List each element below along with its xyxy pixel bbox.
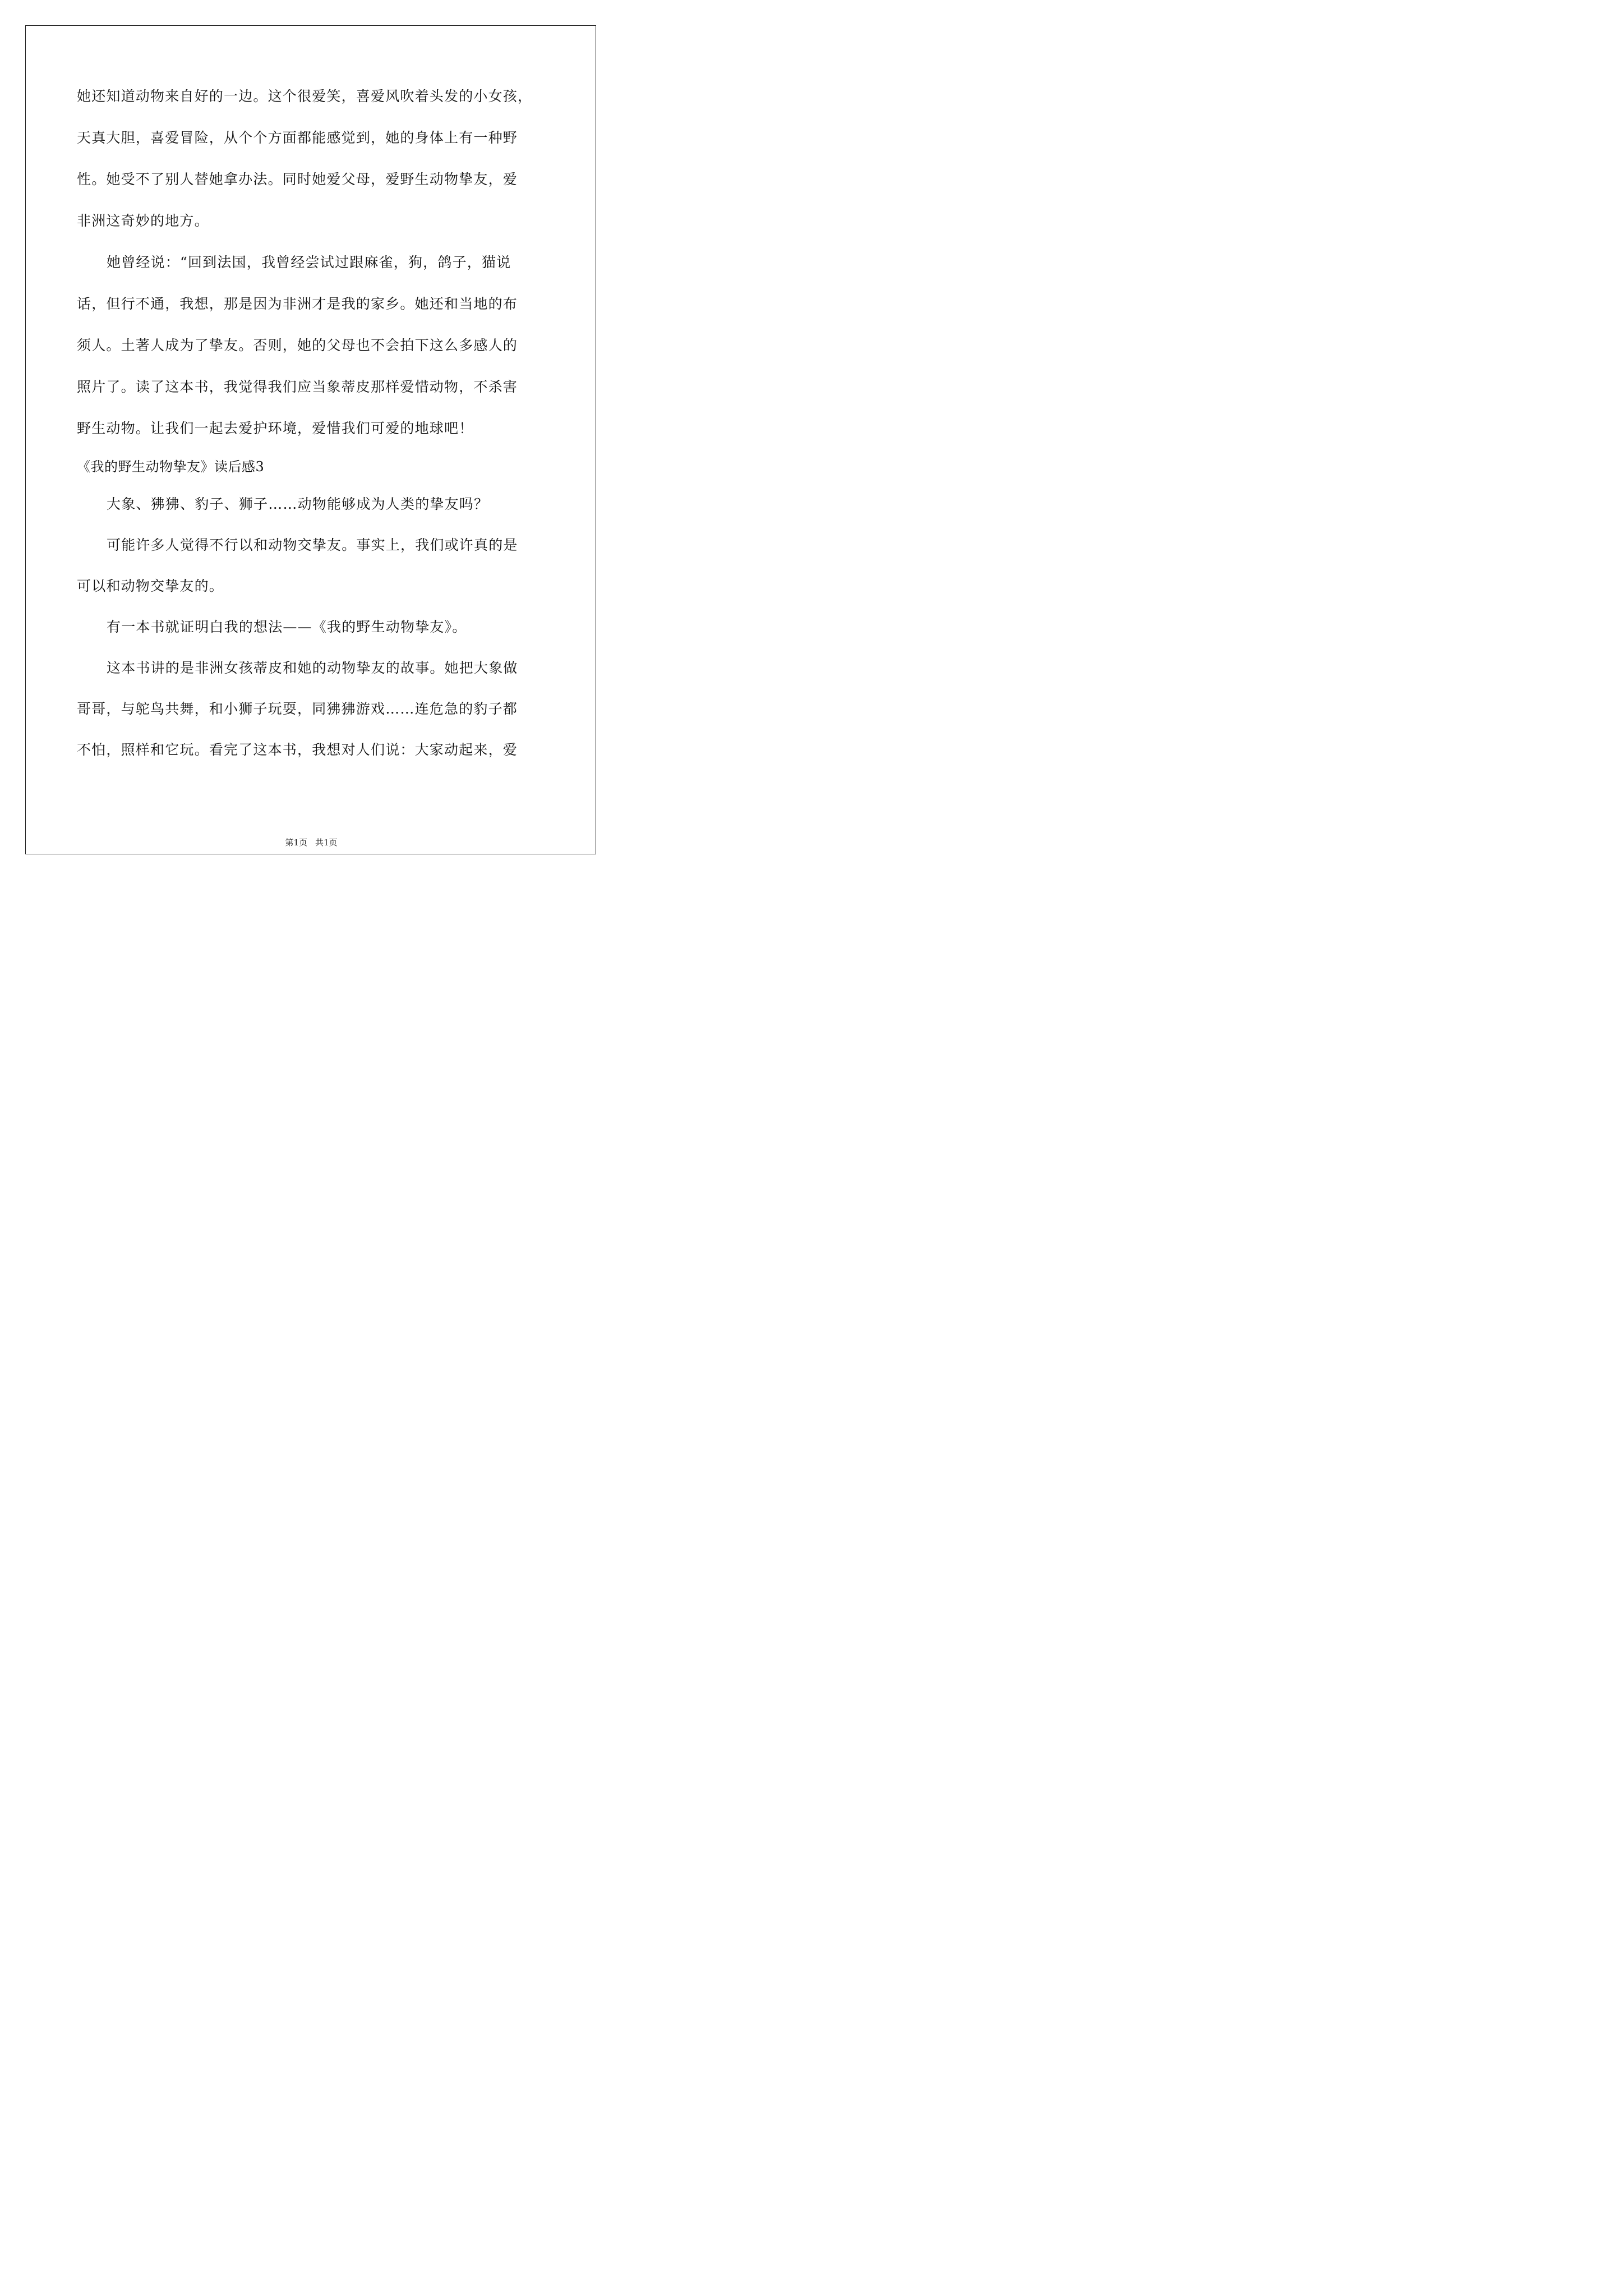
paragraph-start-line: 有一本书就证明白我的想法——《我的野生动物挚友》。 [107,619,467,635]
page-number-total: 共1页 [315,838,338,848]
paragraph-start-line: 这本书讲的是非洲女孩蒂皮和她的动物挚友的故事。她把大象做 [107,660,518,676]
body-line: 她还知道动物来自好的一边。这个很爱笑，喜爱风吹着头发的小女孩， [77,88,533,104]
body-line: 非洲这奇妙的地方。 [77,213,209,229]
body-line: 话，但行不通，我想，那是因为非洲才是我的家乡。她还和当地的布 [77,296,518,312]
body-line: 性。她受不了别人替她拿办法。同时她爱父母，爱野生动物挚友，爱 [77,171,518,187]
section-heading: 《我的野生动物挚友》读后感3 [77,459,265,475]
body-line: 不怕，照样和它玩。看完了这本书，我想对人们说：大家动起来，爱 [77,742,518,758]
body-line: 哥哥，与鸵鸟共舞，和小狮子玩耍，同狒狒游戏……连危急的豹子都 [77,701,518,717]
paragraph-start-line: 她曾经说：“回到法国，我曾经尝试过跟麻雀，狗，鸽子，猫说 [107,254,511,270]
page-border [25,25,596,854]
body-line: 须人。土著人成为了挚友。否则，她的父母也不会拍下这么多感人的 [77,337,518,353]
body-line: 野生动物。让我们一起去爱护环境，爱惜我们可爱的地球吧！ [77,420,474,436]
paragraph-start-line: 大象、狒狒、豹子、狮子……动物能够成为人类的挚友吗？ [107,496,489,512]
body-line: 天真大胆，喜爱冒险，从个个方面都能感觉到，她的身体上有一种野 [77,130,518,146]
body-line: 可以和动物交挚友的。 [77,578,224,594]
body-line: 照片了。读了这本书，我觉得我们应当象蒂皮那样爱惜动物，不杀害 [77,379,518,395]
page-footer [0,838,623,848]
paragraph-start-line: 可能许多人觉得不行以和动物交挚友。事实上，我们或许真的是 [107,537,518,553]
page-number-current: 第1页 [285,838,307,848]
